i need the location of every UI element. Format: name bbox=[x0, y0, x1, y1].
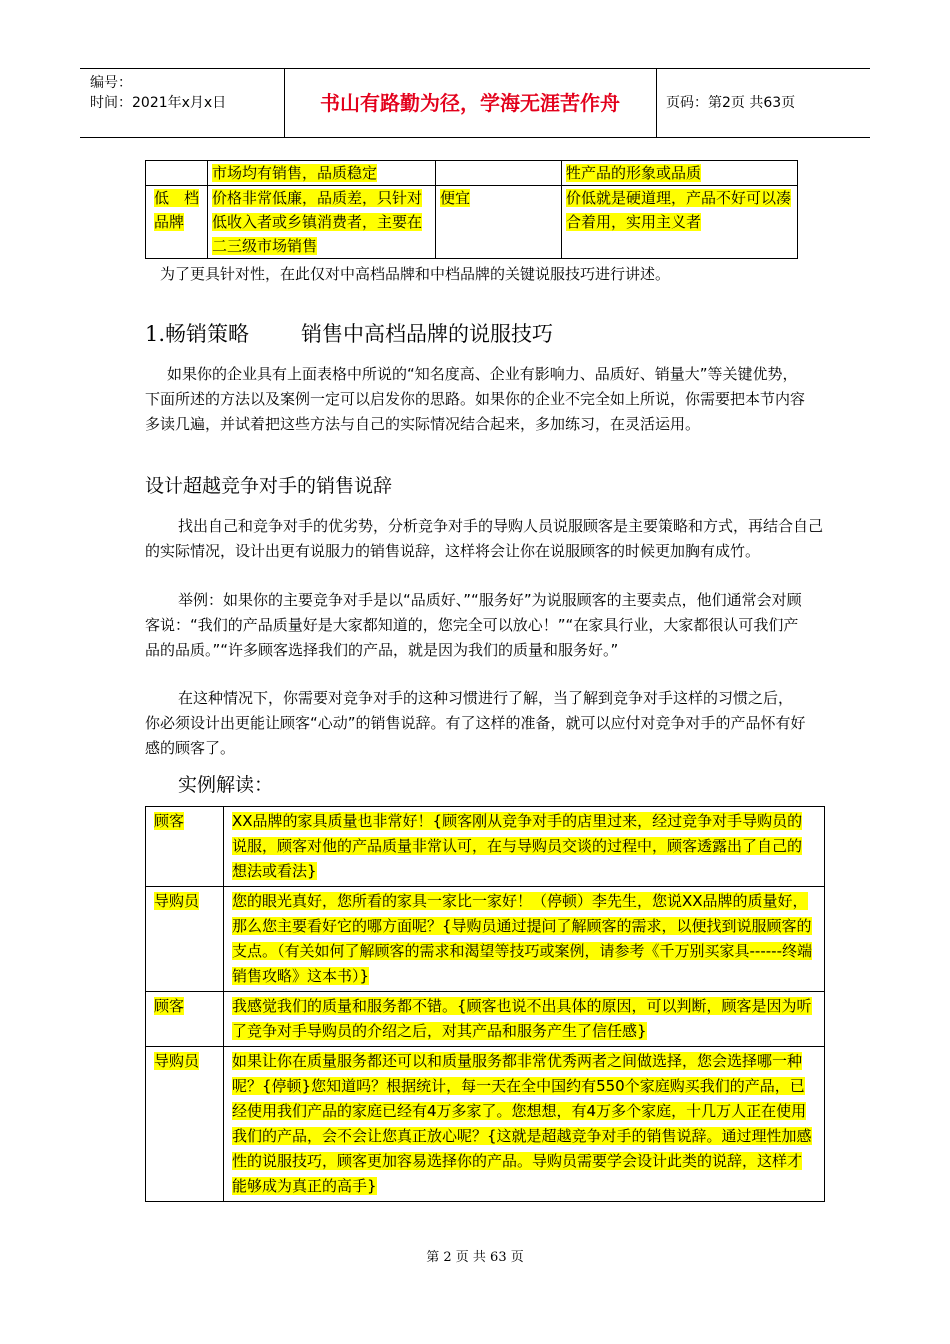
example-heading: 实例解读： bbox=[178, 774, 274, 796]
table-cell bbox=[436, 186, 562, 259]
subheading: 设计超越竞争对手的销售说辞 bbox=[145, 475, 393, 497]
role-cell bbox=[146, 1047, 224, 1202]
paragraph: 举例：如果你的主要竞争对手是以“品质好、”“服务好”为说服顾客的主要卖点，他们通常会对顾客说：“我们的产品质量好是大家都知道的，您完全可以放心！”“在家具行业，大家都很认可我们产品的品质。”“许多顾客选择我们的产品，就是因为我们的质量和服务好。” bbox=[145, 591, 802, 659]
page-footer: 第 2 页 共 63 页 bbox=[426, 1250, 524, 1265]
table-cell bbox=[562, 161, 798, 186]
role-label: 顾客 bbox=[154, 812, 185, 830]
table-row bbox=[146, 887, 825, 992]
number-label: 编号： bbox=[90, 75, 132, 91]
dialog-text: 我感觉我们的质量和服务都不错。{顾客也说不出具体的原因，可以判断，顾客是因为听了竞争对手导购员的介绍之后，对其产品和服务产生了信任感} bbox=[232, 997, 812, 1040]
table-row bbox=[146, 807, 825, 887]
role-label: 导购员 bbox=[154, 1052, 200, 1070]
dialog-cell bbox=[224, 992, 825, 1047]
dialog-table bbox=[145, 806, 825, 1202]
table-cell bbox=[146, 186, 208, 259]
dialog-cell bbox=[224, 1047, 825, 1202]
cell-text: 牲产品的形象或品质 bbox=[566, 164, 702, 182]
cell-text: 价格非常低廉，品质差，只针对低收入者或乡镇消费者，主要在二三级市场销售 bbox=[212, 189, 423, 255]
paragraph: 找出自己和竞争对手的优劣势，分析竞争对手的导购人员说服顾客是主要策略和方式，再结合自己的实际情况，设计出更有说服力的销售说辞，这样将会让你在说服顾客的时候更加胸有成竹。 bbox=[145, 517, 824, 560]
role-label: 导购员 bbox=[154, 892, 200, 910]
table-cell bbox=[562, 186, 798, 259]
header-page-info: 页码：第2页 共63页 bbox=[666, 95, 796, 111]
paragraph: 在这种情况下，你需要对竞争对手的这种习惯进行了解，当了解到竞争对手这样的习惯之后，你必须设计出更能让顾客“心动”的销售说辞。有了这样的准备，就可以应付对竞争对手的产品怀有好感的顾客了。 bbox=[145, 689, 806, 757]
table-row bbox=[146, 1047, 825, 1202]
role-cell bbox=[146, 992, 224, 1047]
intro-text: 为了更具针对性，在此仅对中高档品牌和中档品牌的关键说服技巧进行讲述。 bbox=[160, 265, 671, 283]
dialog-text: XX品牌的家具质量也非常好！{顾客刚从竞争对手的店里过来，经过竞争对手导购员的说服，顾客对他的产品质量非常认可，在与导购员交谈的过程中，顾客透露出了自己的想法或看法} bbox=[232, 812, 803, 880]
table-cell bbox=[146, 161, 208, 186]
paragraph: 如果你的企业具有上面表格中所说的“知名度高、企业有影响力、品质好、销量大”等关键优势，下面所述的方法以及案例一定可以启发你的思路。如果你的企业不完全如上所说，你需要把本节内容多读几遍，并试着把这些方法与自己的实际情况结合起来，多加练习，在灵活运用。 bbox=[145, 365, 806, 433]
time-label: 时间：2021年x月x日 bbox=[90, 95, 227, 111]
section-heading bbox=[145, 320, 553, 348]
cell-text: 市场均有销售，品质稳定 bbox=[212, 164, 378, 182]
role-cell bbox=[146, 887, 224, 992]
table-cell bbox=[208, 161, 436, 186]
table-row bbox=[146, 161, 798, 186]
table-cell bbox=[436, 161, 562, 186]
table-row bbox=[146, 186, 798, 259]
table-cell bbox=[208, 186, 436, 259]
brand-tier-label: 低 档品牌 bbox=[154, 189, 200, 231]
role-cell bbox=[146, 807, 224, 887]
header-motto: 书山有路勤为径，学海无涯苦作舟 bbox=[320, 91, 620, 115]
cell-text: 价低就是硬道理，产品不好可以凑合着用，实用主义者 bbox=[566, 189, 792, 231]
table-row bbox=[146, 992, 825, 1047]
dialog-cell bbox=[224, 807, 825, 887]
header-meta bbox=[90, 73, 226, 113]
brand-table bbox=[145, 160, 798, 259]
dialog-cell bbox=[224, 887, 825, 992]
dialog-text: 如果让你在质量服务都还可以和质量服务都非常优秀两者之间做选择，您会选择哪一种呢？{停顿}您知道吗？根据统计，每一天在全中国约有550个家庭购买我们的产品，已经使用我们产品的家庭已经有4万多家了。您想想，有4万多个家庭，十几万人正在使用我们的产品，会不会让您真正放心呢？{这就是超越竞争对手的销售说辞。通过理性加感性的说服技巧，顾客更加容易选择你的产品。导购员需要学会设计此类的说辞，这样才能够成为真正的高手} bbox=[232, 1052, 812, 1195]
page-header bbox=[80, 68, 870, 138]
header-divider bbox=[656, 69, 657, 137]
section-number: 1.畅销策略 bbox=[145, 322, 250, 346]
cell-text: 便宜 bbox=[440, 189, 471, 207]
section-title: 销售中高档品牌的说服技巧 bbox=[301, 322, 554, 346]
role-label: 顾客 bbox=[154, 997, 185, 1015]
dialog-text: 您的眼光真好，您所看的家具一家比一家好！（停顿）李先生，您说XX品牌的质量好，那么您主要看好它的哪方面呢？{导购员通过提问了解顾客的需求，以便找到说服顾客的支点。（有关如何了解顾客的需求和渴望等技巧或案例，请参考《千万别买家具------终端销售攻略》这本书）} bbox=[232, 892, 812, 985]
